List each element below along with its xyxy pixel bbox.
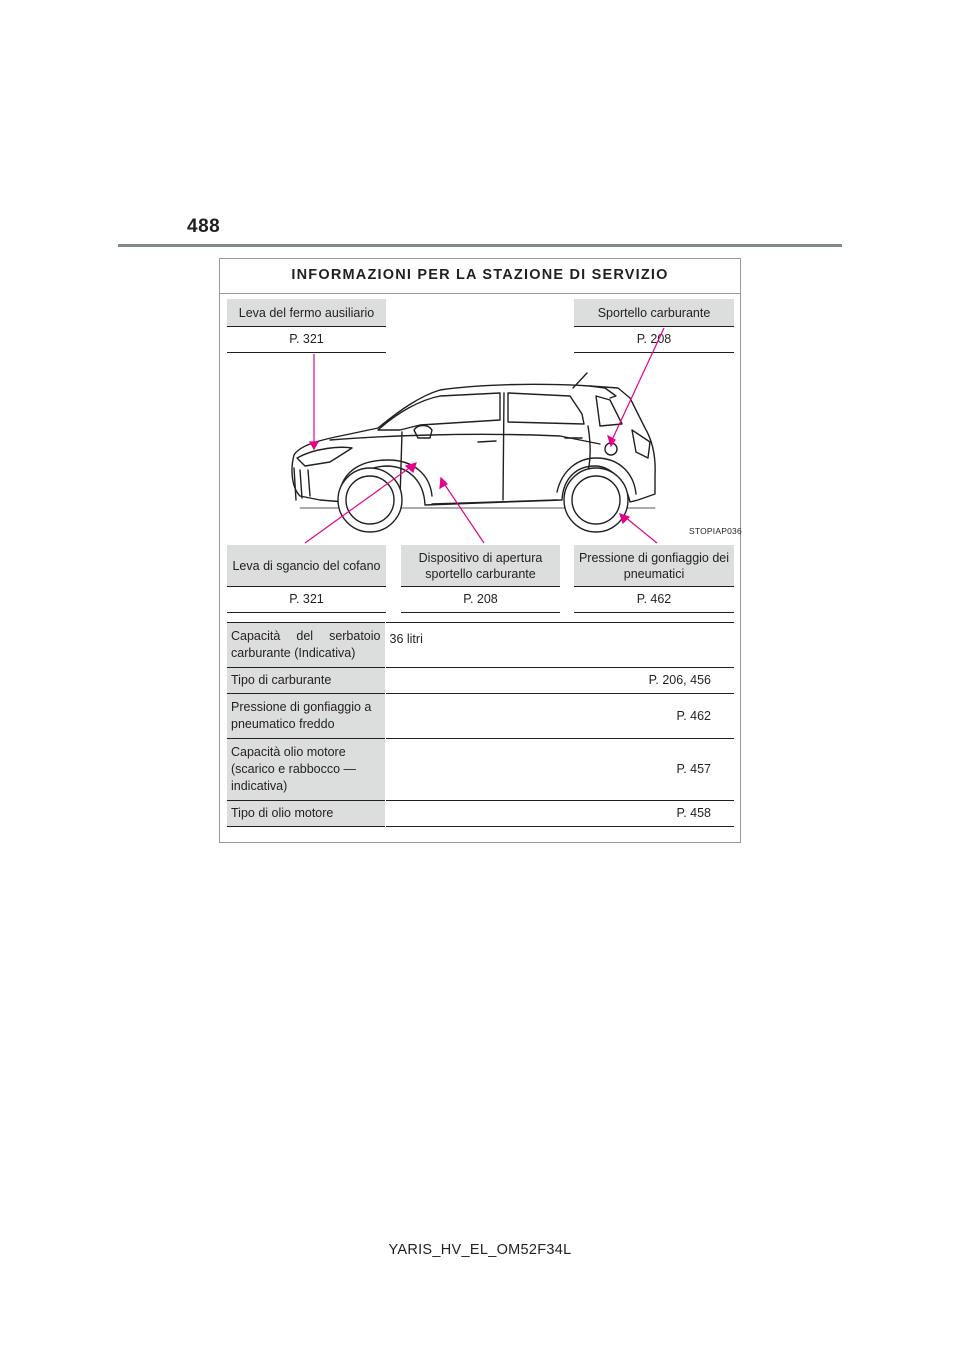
callout-fuel-door-opener — [401, 545, 560, 613]
callout-tire-pressure — [574, 545, 734, 613]
spec-table — [227, 622, 734, 827]
leader-fuel-door — [612, 328, 664, 440]
callout-label: Sportello carburante — [574, 299, 734, 327]
spec-value: P. 206, 456 — [648, 673, 711, 687]
callout-label: Dispositivo di apertura sportello carburante — [401, 545, 560, 587]
car-sill — [432, 500, 557, 504]
table-row — [227, 623, 734, 668]
leader-tire-pressure — [625, 517, 657, 543]
car-rear-wheel-rim — [572, 476, 620, 524]
car-front-handle — [478, 441, 496, 442]
callout-label: Leva di sgancio del cofano — [227, 545, 386, 587]
table-row — [227, 739, 734, 801]
car-front-wheel-rim — [346, 476, 394, 524]
callout-page-ref: P. 321 — [227, 327, 386, 353]
spec-value: P. 462 — [676, 708, 711, 723]
spec-value: 36 litri — [389, 632, 423, 646]
car-side-mirror — [414, 426, 432, 439]
leader-fuel-door-opener — [443, 482, 484, 543]
callout-label: Leva del fermo ausiliario — [227, 299, 386, 327]
spec-value: P. 458 — [676, 806, 711, 820]
leader-arrowhead — [620, 514, 629, 523]
leader-arrowhead — [310, 442, 318, 449]
document-code: YARIS_HV_EL_OM52F34L — [388, 1242, 572, 1258]
image-code: STOPIAP036 — [689, 526, 742, 536]
box-title: INFORMAZIONI PER LA STAZIONE DI SERVIZIO — [220, 259, 740, 294]
car-character-line — [330, 434, 600, 444]
table-row — [227, 801, 734, 827]
spec-label: Capacità del serbatoio carburante (Indicativa) — [227, 623, 385, 668]
car-rear-quarter-window — [596, 396, 622, 426]
car-front-grille — [294, 468, 310, 500]
callout-page-ref: P. 208 — [401, 587, 560, 613]
table-row — [227, 668, 734, 694]
spec-label: Tipo di carburante — [227, 668, 385, 694]
spec-label: Capacità olio motore (scarico e rabbocco — indicativa) — [227, 739, 385, 801]
callout-page-ref: P. 208 — [574, 327, 734, 353]
car-b-pillar — [503, 393, 504, 500]
table-row — [227, 694, 734, 739]
leader-arrowhead — [406, 463, 416, 472]
callout-hood-release-lever — [227, 545, 386, 613]
callout-page-ref: P. 462 — [574, 587, 734, 613]
callout-page-ref: P. 321 — [227, 587, 386, 613]
car-front-window — [378, 393, 500, 430]
spec-value: P. 457 — [676, 762, 711, 776]
car-rear-window — [508, 393, 584, 424]
spec-label: Tipo di olio motore — [227, 801, 385, 827]
page-number: 488 — [187, 216, 221, 237]
callout-label: Pressione di gonfiaggio dei pneumatici — [574, 545, 734, 587]
car-taillight — [632, 430, 650, 458]
car-headlight — [297, 447, 352, 466]
spec-label: Pressione di gonfiaggio a pneumatico freddo — [227, 694, 385, 739]
